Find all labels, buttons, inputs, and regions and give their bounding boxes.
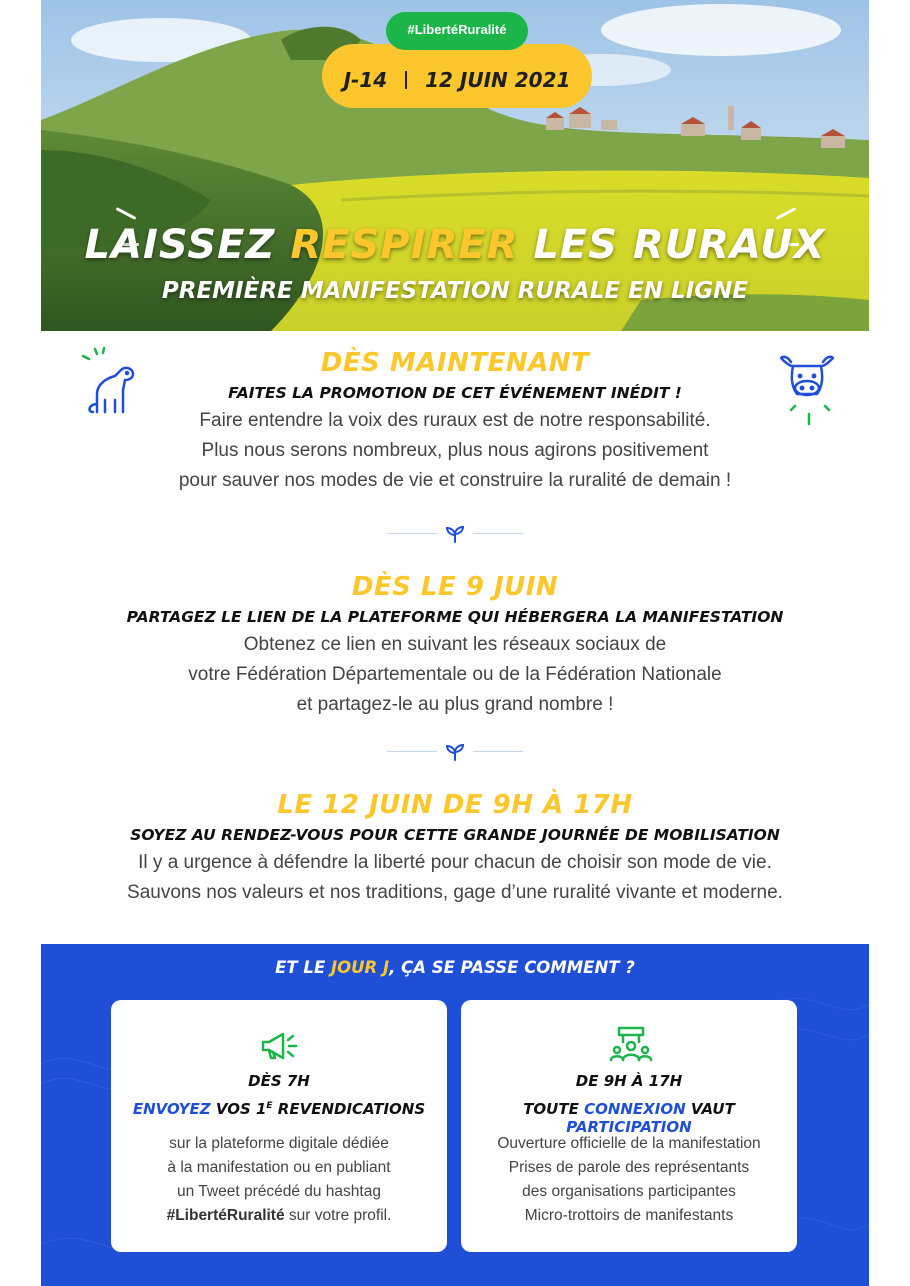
body-line: à la manifestation ou en publiant bbox=[167, 1159, 391, 1176]
sprout-icon bbox=[443, 742, 467, 762]
hero-subtitle: PREMIÈRE MANIFESTATION RURALE EN LIGNE bbox=[161, 278, 749, 304]
section-body bbox=[41, 848, 869, 908]
body-line: Il y a urgence à défendre la liberté pour chacun de choisir son mode de vie. bbox=[138, 852, 772, 873]
body-line: Prises de parole des représentants bbox=[508, 1159, 750, 1176]
section-subtitle: PARTAGEZ LE LIEN DE LA PLATEFORME QUI HÉBERGERA LA MANIFESTATION bbox=[126, 608, 784, 626]
heading-highlight: ENVOYEZ bbox=[132, 1100, 211, 1118]
card-heading bbox=[111, 1100, 447, 1118]
day-title-part1: ET LE bbox=[275, 958, 331, 977]
section-june12 bbox=[41, 790, 869, 908]
newsletter-page bbox=[41, 0, 869, 1286]
day-title bbox=[41, 958, 869, 977]
section-now bbox=[41, 348, 869, 496]
sprout-icon bbox=[443, 524, 467, 544]
body-line: Plus nous serons nombreux, plus nous agirons positivement bbox=[201, 440, 709, 461]
body-line-tail: sur votre profil. bbox=[284, 1207, 392, 1224]
body-line: pour sauver nos modes de vie et construire la ruralité de demain ! bbox=[178, 470, 732, 491]
hashtag-badge: #LibertéRuralité bbox=[386, 12, 528, 50]
section-subtitle: FAITES LA PROMOTION DE CET ÉVÉNEMENT INÉDIT ! bbox=[228, 384, 682, 402]
day-title-part2: , ÇA SE PASSE COMMENT ? bbox=[389, 958, 635, 977]
body-line: un Tweet précédé du hashtag bbox=[177, 1183, 381, 1200]
section-body bbox=[41, 406, 869, 496]
card-body bbox=[111, 1132, 447, 1228]
body-line: Micro-trottoirs de manifestants bbox=[524, 1207, 734, 1224]
heading-text: VAUT bbox=[685, 1100, 735, 1118]
heading-text: VOS 1 bbox=[210, 1100, 267, 1118]
heading-superscript: E bbox=[266, 1101, 273, 1111]
card-morning bbox=[111, 1000, 447, 1252]
hero-title-part2: LES RURAUX bbox=[518, 222, 826, 268]
heading-text: TOUTE bbox=[523, 1100, 585, 1118]
hero-title-part1: LAISSEZ bbox=[84, 222, 291, 268]
hero-banner bbox=[41, 0, 869, 331]
hero-title-accent: RESPIRER bbox=[290, 222, 519, 268]
section-divider bbox=[387, 742, 523, 762]
body-line: Ouverture officielle de la manifestation bbox=[497, 1135, 761, 1152]
card-time: DE 9H À 17H bbox=[575, 1072, 683, 1090]
body-line: Faire entendre la voix des ruraux est de notre responsabilité. bbox=[199, 410, 711, 431]
body-line: et partagez-le au plus grand nombre ! bbox=[296, 694, 614, 715]
section-body bbox=[41, 630, 869, 720]
body-line: sur la plateforme digitale dédiée bbox=[169, 1135, 389, 1152]
date-badge bbox=[322, 44, 592, 108]
hashtag-text: #LibertéRuralité bbox=[166, 1207, 285, 1224]
date-separator bbox=[405, 71, 407, 89]
megaphone-icon bbox=[259, 1026, 299, 1062]
body-line: des organisations participantes bbox=[522, 1183, 736, 1200]
countdown-text: J-14 bbox=[343, 68, 388, 92]
body-line: Obtenez ce lien en suivant les réseaux sociaux de bbox=[243, 634, 667, 655]
body-line: Sauvons nos valeurs et nos traditions, gage d’une ruralité vivante et moderne. bbox=[127, 882, 783, 903]
heading-text: REVENDICATIONS bbox=[272, 1100, 426, 1118]
section-divider bbox=[387, 524, 523, 544]
body-line: votre Fédération Départementale ou de la Fédération Nationale bbox=[188, 664, 722, 685]
card-heading bbox=[461, 1100, 797, 1136]
hero-title bbox=[41, 222, 869, 268]
section-title: DÈS LE 9 JUIN bbox=[351, 572, 559, 602]
body-line bbox=[111, 1204, 447, 1228]
card-time: DÈS 7H bbox=[248, 1072, 310, 1090]
section-title: LE 12 JUIN DE 9H À 17H bbox=[277, 790, 633, 820]
card-daytime bbox=[461, 1000, 797, 1252]
section-subtitle: SOYEZ AU RENDEZ-VOUS POUR CETTE GRANDE JOURNÉE DE MOBILISATION bbox=[130, 826, 780, 844]
day-title-accent: JOUR J bbox=[330, 958, 390, 977]
heading-highlight: CONNEXION bbox=[584, 1100, 686, 1118]
day-panel bbox=[41, 944, 869, 1286]
heading-highlight: PARTICIPATION bbox=[566, 1118, 692, 1136]
date-text: 12 JUIN 2021 bbox=[425, 68, 571, 92]
card-body bbox=[461, 1132, 797, 1228]
section-title: DÈS MAINTENANT bbox=[320, 348, 590, 378]
section-june9 bbox=[41, 572, 869, 720]
protest-icon bbox=[609, 1026, 653, 1062]
